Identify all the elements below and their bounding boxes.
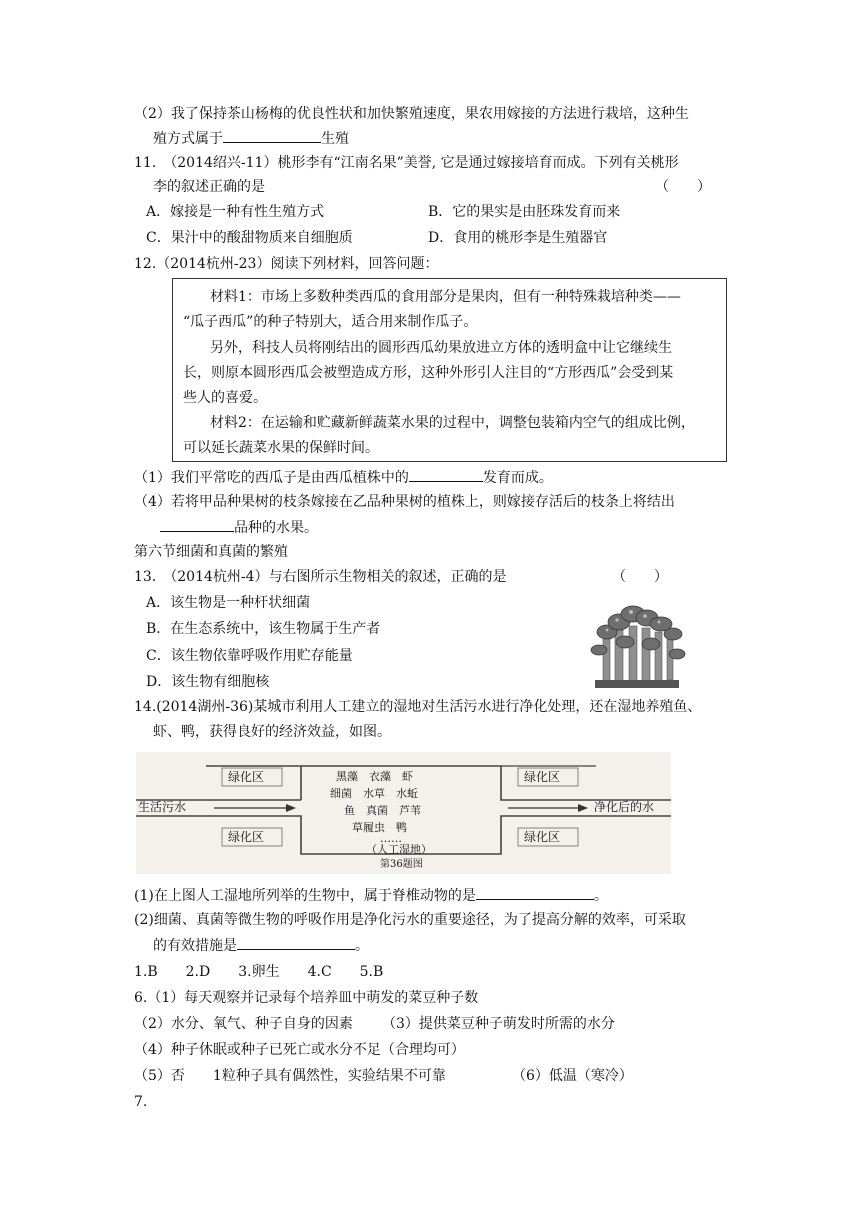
q13-option-c: C．该生物依靠呼吸作用贮存能量 xyxy=(146,648,353,664)
green-zone-top-right: 绿化区 xyxy=(524,770,561,784)
material-line: “瓜子西瓜”的种子特别大，适合用来制作瓜子。 xyxy=(183,314,478,330)
q11-option-a: A．嫁接是一种有性生殖方式 xyxy=(146,204,325,220)
material-line: 材料1：市场上多数种类西瓜的食用部分是果肉，但有一种特殊栽培种类—— xyxy=(210,289,681,305)
q14-part2-tail: 。 xyxy=(355,938,369,954)
green-zone-bottom-right: 绿化区 xyxy=(524,830,561,844)
section-title: 第六节细菌和真菌的繁殖 xyxy=(134,544,288,560)
organism-row: 草履虫 鸭 xyxy=(352,821,407,834)
q14-part2-cont xyxy=(153,935,369,956)
answers-line: （5）否 1粒种子具有偶然性，实验结果不可靠 xyxy=(134,1068,446,1084)
wetland-label: （人工湿地） xyxy=(366,843,432,856)
answer-blank[interactable] xyxy=(237,935,355,950)
wetland-diagram xyxy=(136,752,671,874)
answers-line: 6.（1）每天观察并记录每个培养皿中萌发的菜豆种子数 xyxy=(134,990,479,1006)
organism-row: 鱼 真菌 芦苇 xyxy=(344,804,421,817)
q10-part2-line1: （2）我了保持茶山杨梅的优良性状和加快繁殖速度，果农用嫁接的方法进行栽培，这种生 xyxy=(134,106,689,122)
answers-line: （4）种子休眠或种子已死亡或水分不足（合理均可） xyxy=(134,1042,465,1058)
material-line: 另外，科技人员将刚结出的圆形西瓜幼果放进立方体的透明盒中让它继续生 xyxy=(210,340,672,356)
organism-row: …… xyxy=(380,832,402,845)
q11-stem-cont: 李的叙述正确的是 xyxy=(153,179,265,195)
q10-part2-cont: 殖方式属于 xyxy=(153,131,223,147)
q11-option-c: C．果汁中的酸甜物质来自细胞质 xyxy=(146,230,353,246)
q14-stem-cont: 虾、鸭，获得良好的经济效益，如图。 xyxy=(153,724,391,740)
q10-part2-tail: 生殖 xyxy=(321,131,349,147)
answer-blank[interactable] xyxy=(223,128,321,143)
q14-part1-tail: 。 xyxy=(593,888,608,904)
q11-answer-paren[interactable]: （ ） xyxy=(655,179,711,195)
q13-option-a: A．该生物是一种杆状细菌 xyxy=(146,595,311,611)
material-line: 可以延长蔬菜水果的保鲜时间。 xyxy=(183,440,379,456)
sewage-input-label: 生活污水 xyxy=(138,800,187,814)
q13-option-b: B．在生态系统中，该生物属于生产者 xyxy=(146,621,381,637)
answers-line: （6）低温（寒冷） xyxy=(512,1068,633,1084)
q10-part2-line2 xyxy=(153,128,349,149)
material-line: 些人的喜爱。 xyxy=(183,390,267,406)
answers-line: 1.B 2.D 3.卵生 4.C 5.B xyxy=(134,964,384,980)
q13-answer-paren[interactable]: （ ） xyxy=(612,569,668,585)
q13-stem: 13. （2014杭州-4）与右图所示生物相关的叙述，正确的是 xyxy=(134,569,507,585)
answer-blank[interactable] xyxy=(476,885,594,900)
q14-part2: (2)细菌、真菌等微生物的呼吸作用是净化污水的重要途径，为了提高分解的效率，可采取 xyxy=(134,912,686,928)
q12-part1-tail: 发育而成。 xyxy=(482,470,553,486)
organism-row: 黑藻 衣藻 虾 xyxy=(336,770,413,783)
q12-part4-tail: 品种的水果。 xyxy=(234,520,318,536)
q11-option-b: B．它的果实是由胚珠发育而来 xyxy=(428,204,621,220)
q14-part1-text: (1)在上图人工湿地所列举的生物中，属于脊椎动物的是 xyxy=(134,888,476,904)
figure-caption: 第36题图 xyxy=(380,859,423,870)
material-line: 材料2：在运输和贮藏新鲜蔬菜水果的过程中，调整包装箱内空气的组成比例， xyxy=(210,415,695,431)
q14-stem: 14.(2014湖州-36)某城市利用人工建立的湿地对生活污水进行净化处理，还在湿地养殖鱼、 xyxy=(134,699,702,715)
answer-blank[interactable] xyxy=(160,517,234,532)
mushroom-image xyxy=(585,602,689,692)
material-line: 长，则原本圆形西瓜会被塑造成方形，这种外形引人注目的“方形西瓜”会受到某 xyxy=(183,365,674,381)
q11-stem: 11. （2014绍兴-11）桃形李有“江南名果”美誉, 它是通过嫁接培育而成。下列有关桃形 xyxy=(134,155,679,171)
green-zone-top-left: 绿化区 xyxy=(228,770,265,784)
clean-water-output-label: 净化后的水 xyxy=(594,800,655,814)
q12-part4-cont xyxy=(160,517,318,538)
q12-part4: （4）若将甲品种果树的枝条嫁接在乙品种果树的植株上，则嫁接存活后的枝条上将结出 xyxy=(134,494,675,510)
answers-line: （3）提供菜豆种子萌发时所需的水分 xyxy=(382,1016,615,1032)
q12-part1 xyxy=(134,467,553,488)
answers-line: （2）水分、氧气、种子自身的因素 xyxy=(134,1016,353,1032)
q11-option-d: D．食用的桃形李是生殖器官 xyxy=(428,230,608,246)
q12-part1-text: （1）我们平常吃的西瓜子是由西瓜植株中的 xyxy=(134,470,409,486)
answers-line: 7. xyxy=(134,1094,148,1110)
q12-stem: 12.（2014杭州-23）阅读下列材料，回答问题： xyxy=(134,256,439,272)
q14-part2-text: 的有效措施是 xyxy=(153,938,237,954)
answer-blank[interactable] xyxy=(409,467,483,482)
green-zone-bottom-left: 绿化区 xyxy=(228,830,265,844)
q14-part1 xyxy=(134,885,608,906)
organism-row: 细菌 水草 水蚯 xyxy=(330,787,418,800)
q13-option-d: D．该生物有细胞核 xyxy=(146,674,270,690)
